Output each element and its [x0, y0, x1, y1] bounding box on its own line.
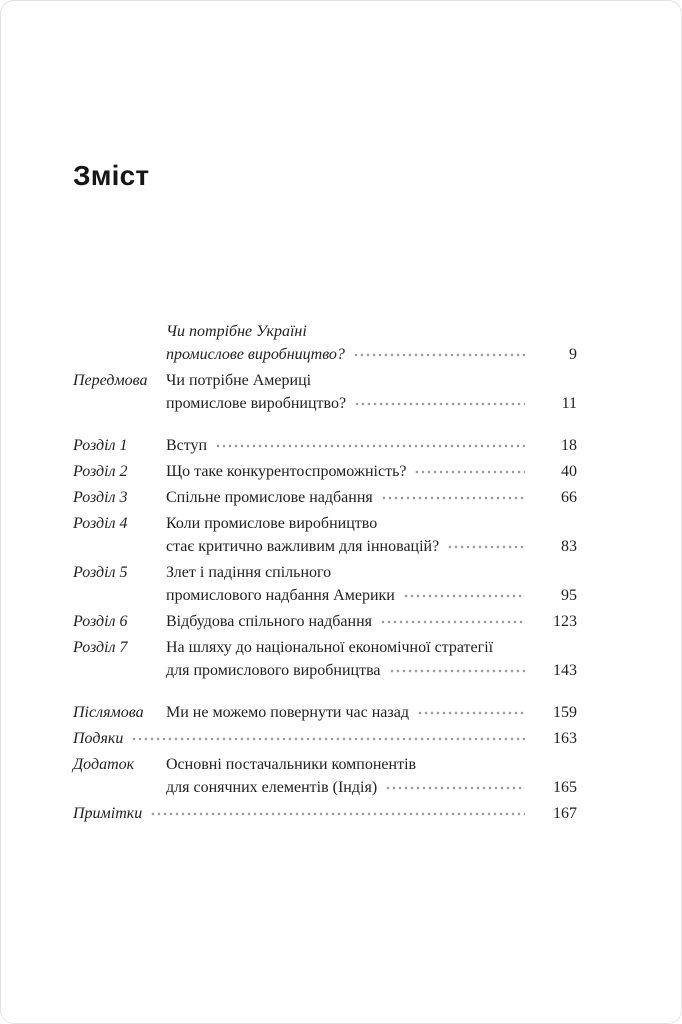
toc-entry-label: Розділ 4	[73, 514, 128, 532]
toc-entry	[73, 512, 577, 558]
toc-entry-title-text: для сонячних елементів (Індія)	[166, 778, 378, 796]
toc-entry-page-number: 143	[553, 661, 577, 679]
toc-entry-title-line	[166, 320, 529, 343]
toc-entry-title-text: промислове виробництво?	[166, 345, 345, 363]
toc-entry-title	[166, 753, 529, 799]
toc-entry-label: Передмова	[73, 371, 148, 389]
toc-entry-title	[166, 636, 529, 682]
dot-leader	[403, 584, 525, 607]
dot-leader	[354, 392, 525, 415]
toc-entry-title-text: Відбудова спільного надбання	[166, 612, 373, 630]
toc-entry-title-text: Чи потрібне Україні	[166, 322, 307, 340]
toc-entry	[73, 701, 577, 724]
toc-entry-label: Додаток	[73, 755, 135, 773]
toc-entry-title-line	[166, 460, 529, 483]
toc-entry-title-text: Вступ	[166, 436, 208, 454]
toc-entry-label: Післямова	[73, 703, 144, 721]
toc-entry-page-number: 9	[569, 345, 577, 363]
toc-entry-page-number: 40	[561, 462, 577, 480]
dot-leader	[131, 727, 525, 750]
toc-entry-title-text: Коли промислове виробництво	[166, 514, 378, 532]
toc-entry-title-text: Чи потрібне Америці	[166, 371, 312, 389]
toc-entry-page-number: 159	[553, 703, 577, 721]
toc-entry	[73, 561, 577, 607]
dot-leader	[417, 701, 525, 724]
dot-leader	[381, 486, 525, 509]
toc-entry	[73, 320, 577, 366]
toc-entry-title	[166, 486, 529, 509]
toc-entry	[73, 434, 577, 457]
toc-entry-title-text: Що таке конкурентоспроможність?	[166, 462, 407, 480]
toc-entry-title-text: На шляху до національної економічної стратегії	[166, 638, 494, 656]
toc-entry-title	[166, 460, 529, 483]
toc-entry-title-text: промислового надбання Америки	[166, 586, 395, 604]
toc-entry-title-line	[166, 486, 529, 509]
toc-entry	[73, 486, 577, 509]
toc-entry	[73, 802, 577, 825]
toc-entry-title-line	[166, 512, 529, 535]
page-title: Зміст	[73, 159, 150, 191]
toc-entry-title-line	[166, 753, 529, 776]
toc-entry-title-line	[166, 369, 529, 392]
toc-entry	[73, 460, 577, 483]
dot-leader	[150, 802, 525, 825]
toc-entry-title-line	[166, 561, 529, 584]
toc-entry-label: Розділ 5	[73, 563, 128, 581]
toc-entry-title	[166, 434, 529, 457]
toc-entry-page-number: 18	[561, 436, 577, 454]
toc-entry-title-text: Ми не можемо повернути час назад	[166, 703, 409, 721]
dot-leader	[389, 659, 525, 682]
toc-entry-page-number: 11	[561, 394, 577, 412]
toc-entry-label: Подяки	[73, 729, 124, 747]
toc-entry-page-number: 83	[561, 537, 577, 555]
toc-entry-title-text: промислове виробництво?	[166, 394, 347, 412]
toc-entry-label: Розділ 3	[73, 488, 128, 506]
toc-entry-title-text: стає критично важливим для інновацій?	[166, 537, 440, 555]
toc-entry-label: Примітки	[73, 804, 143, 822]
toc-entry	[73, 753, 577, 799]
toc-entry-page-number: 95	[561, 586, 577, 604]
toc-entry-title-line	[166, 776, 529, 799]
toc-entry-title	[166, 369, 529, 415]
toc-entry-page-number: 167	[553, 804, 577, 822]
toc-entry-title	[166, 561, 529, 607]
dot-leader	[353, 343, 525, 366]
toc-entry	[73, 610, 577, 633]
toc-list	[73, 320, 577, 825]
toc-entry-page-number: 165	[553, 778, 577, 796]
toc-entry	[73, 369, 577, 415]
toc-entry-title-text: Основні постачальники компонентів	[166, 755, 417, 773]
toc-entry-label: Розділ 7	[73, 638, 128, 656]
dot-leader	[414, 460, 525, 483]
toc-entry	[73, 727, 577, 750]
dot-leader	[215, 434, 525, 457]
toc-entry-title	[166, 320, 529, 366]
toc-entry-title-line	[166, 701, 529, 724]
toc-entry-page-number: 66	[561, 488, 577, 506]
toc-entry-title-line	[166, 434, 529, 457]
toc-entry-title-line	[166, 535, 529, 558]
toc-entry-title	[166, 512, 529, 558]
toc-entry-title-line	[166, 584, 529, 607]
toc-entry-title	[166, 701, 529, 724]
toc-entry-title-text: для промислового виробництва	[166, 661, 381, 679]
toc-entry	[73, 636, 577, 682]
toc-entry-label	[73, 320, 166, 366]
toc-entry-title-line	[166, 392, 529, 415]
toc-entry-title-text: Злет і падіння спільного	[166, 563, 332, 581]
toc-entry-label: Розділ 1	[73, 436, 128, 454]
toc-entry-title-text: Спільне промислове надбання	[166, 488, 373, 506]
dot-leader	[447, 535, 525, 558]
toc-entry-title-line	[166, 636, 529, 659]
toc-entry-page-number: 163	[553, 729, 577, 747]
toc-entry-label: Розділ 6	[73, 612, 128, 630]
dot-leader	[380, 610, 525, 633]
toc-entry-page-number: 123	[553, 612, 577, 630]
toc-entry-title-line	[166, 659, 529, 682]
toc-entry-label: Розділ 2	[73, 462, 128, 480]
dot-leader	[385, 776, 525, 799]
toc-entry-title-line	[166, 343, 529, 366]
toc-entry-title-line	[166, 610, 529, 633]
toc-entry-title	[166, 610, 529, 633]
